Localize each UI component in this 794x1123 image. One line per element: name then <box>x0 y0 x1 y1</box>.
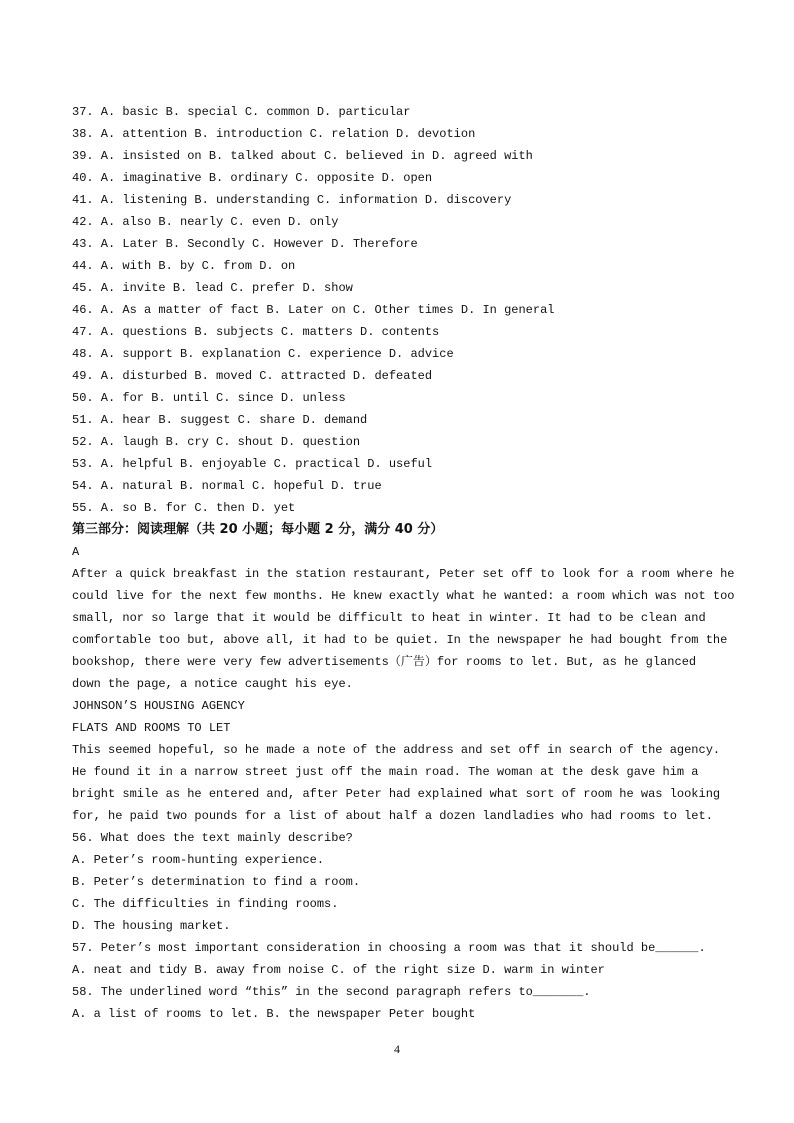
option-line: 40. A. imaginative B. ordinary C. opposite D. open <box>72 171 433 185</box>
document-body <box>72 101 735 1025</box>
option-line: 42. A. also B. nearly C. even D. only <box>72 215 339 229</box>
passage-line: bright smile as he entered and, after Peter had explained what sort of room he was looking <box>72 787 721 801</box>
page-number: 4 <box>394 1042 400 1056</box>
option-line: 51. A. hear B. suggest C. share D. demand <box>72 413 368 427</box>
passage-line: FLATS AND ROOMS TO LET <box>72 721 231 735</box>
option-line: 38. A. attention B. introduction C. relation D. devotion <box>72 127 476 141</box>
passage-line: small, nor so large that it would be difficult to heat in winter. It had to be clean and <box>72 611 706 625</box>
option-line: 43. A. Later B. Secondly C. However D. Therefore <box>72 237 418 251</box>
passage-line: This seemed hopeful, so he made a note of the address and set off in search of the agency. <box>72 743 721 757</box>
option-line: 49. A. disturbed B. moved C. attracted D. defeated <box>72 369 433 383</box>
question-line: A. Peter’s room-hunting experience. <box>72 853 325 867</box>
option-line: 54. A. natural B. normal C. hopeful D. true <box>72 479 382 493</box>
option-line: 37. A. basic B. special C. common D. particular <box>72 105 411 119</box>
option-line: 55. A. so B. for C. then D. yet <box>72 501 296 515</box>
option-line: 48. A. support B. explanation C. experience D. advice <box>72 347 454 361</box>
option-line: 41. A. listening B. understanding C. information D. discovery <box>72 193 512 207</box>
question-line: 57. Peter’s most important consideration in choosing a room was that it should be______. <box>72 941 706 955</box>
passage-line: could live for the next few months. He knew exactly what he wanted: a room which was not too <box>72 589 735 603</box>
passage-line: After a quick breakfast in the station restaurant, Peter set off to look for a room where he <box>72 567 735 581</box>
option-line: 46. A. As a matter of fact B. Later on C. Other times D. In general <box>72 303 555 317</box>
question-line: D. The housing market. <box>72 919 231 933</box>
passage-line: down the page, a notice caught his eye. <box>72 677 353 691</box>
question-line: 56. What does the text mainly describe? <box>72 831 353 845</box>
cloze-options <box>72 101 732 519</box>
passage-line: JOHNSON’S HOUSING AGENCY <box>72 699 245 713</box>
passage-label: A <box>72 545 80 559</box>
option-line: 45. A. invite B. lead C. prefer D. show <box>72 281 353 295</box>
option-line: 50. A. for B. until C. since D. unless <box>72 391 346 405</box>
question-line: A. neat and tidy B. away from noise C. of the right size D. warm in winter <box>72 963 605 977</box>
passage-line: He found it in a narrow street just off the main road. The woman at the desk gave him a <box>72 765 699 779</box>
passage-line: bookshop, there were very few advertisements（广告）for rooms to let. But, as he glanced <box>72 655 697 669</box>
question-line: C. The difficulties in finding rooms. <box>72 897 339 911</box>
passage <box>72 563 735 827</box>
option-line: 47. A. questions B. subjects C. matters D. contents <box>72 325 440 339</box>
question-line: 58. The underlined word “this” in the second paragraph refers to_______. <box>72 985 591 999</box>
question-line: A. a list of rooms to let. B. the newspaper Peter bought <box>72 1007 476 1021</box>
option-line: 39. A. insisted on B. talked about C. believed in D. agreed with <box>72 149 533 163</box>
option-line: 52. A. laugh B. cry C. shout D. question <box>72 435 361 449</box>
questions <box>72 827 732 1025</box>
question-line: B. Peter’s determination to find a room. <box>72 875 361 889</box>
passage-line: for, he paid two pounds for a list of about half a dozen landladies who had rooms to let. <box>72 809 713 823</box>
passage-line: comfortable too but, above all, it had to be quiet. In the newspaper he had bought from the <box>72 633 728 647</box>
section-heading: 第三部分：阅读理解（共 20 小题；每小题 2 分，满分 40 分） <box>72 522 444 537</box>
option-line: 44. A. with B. by C. from D. on <box>72 259 296 273</box>
option-line: 53. A. helpful B. enjoyable C. practical D. useful <box>72 457 433 471</box>
